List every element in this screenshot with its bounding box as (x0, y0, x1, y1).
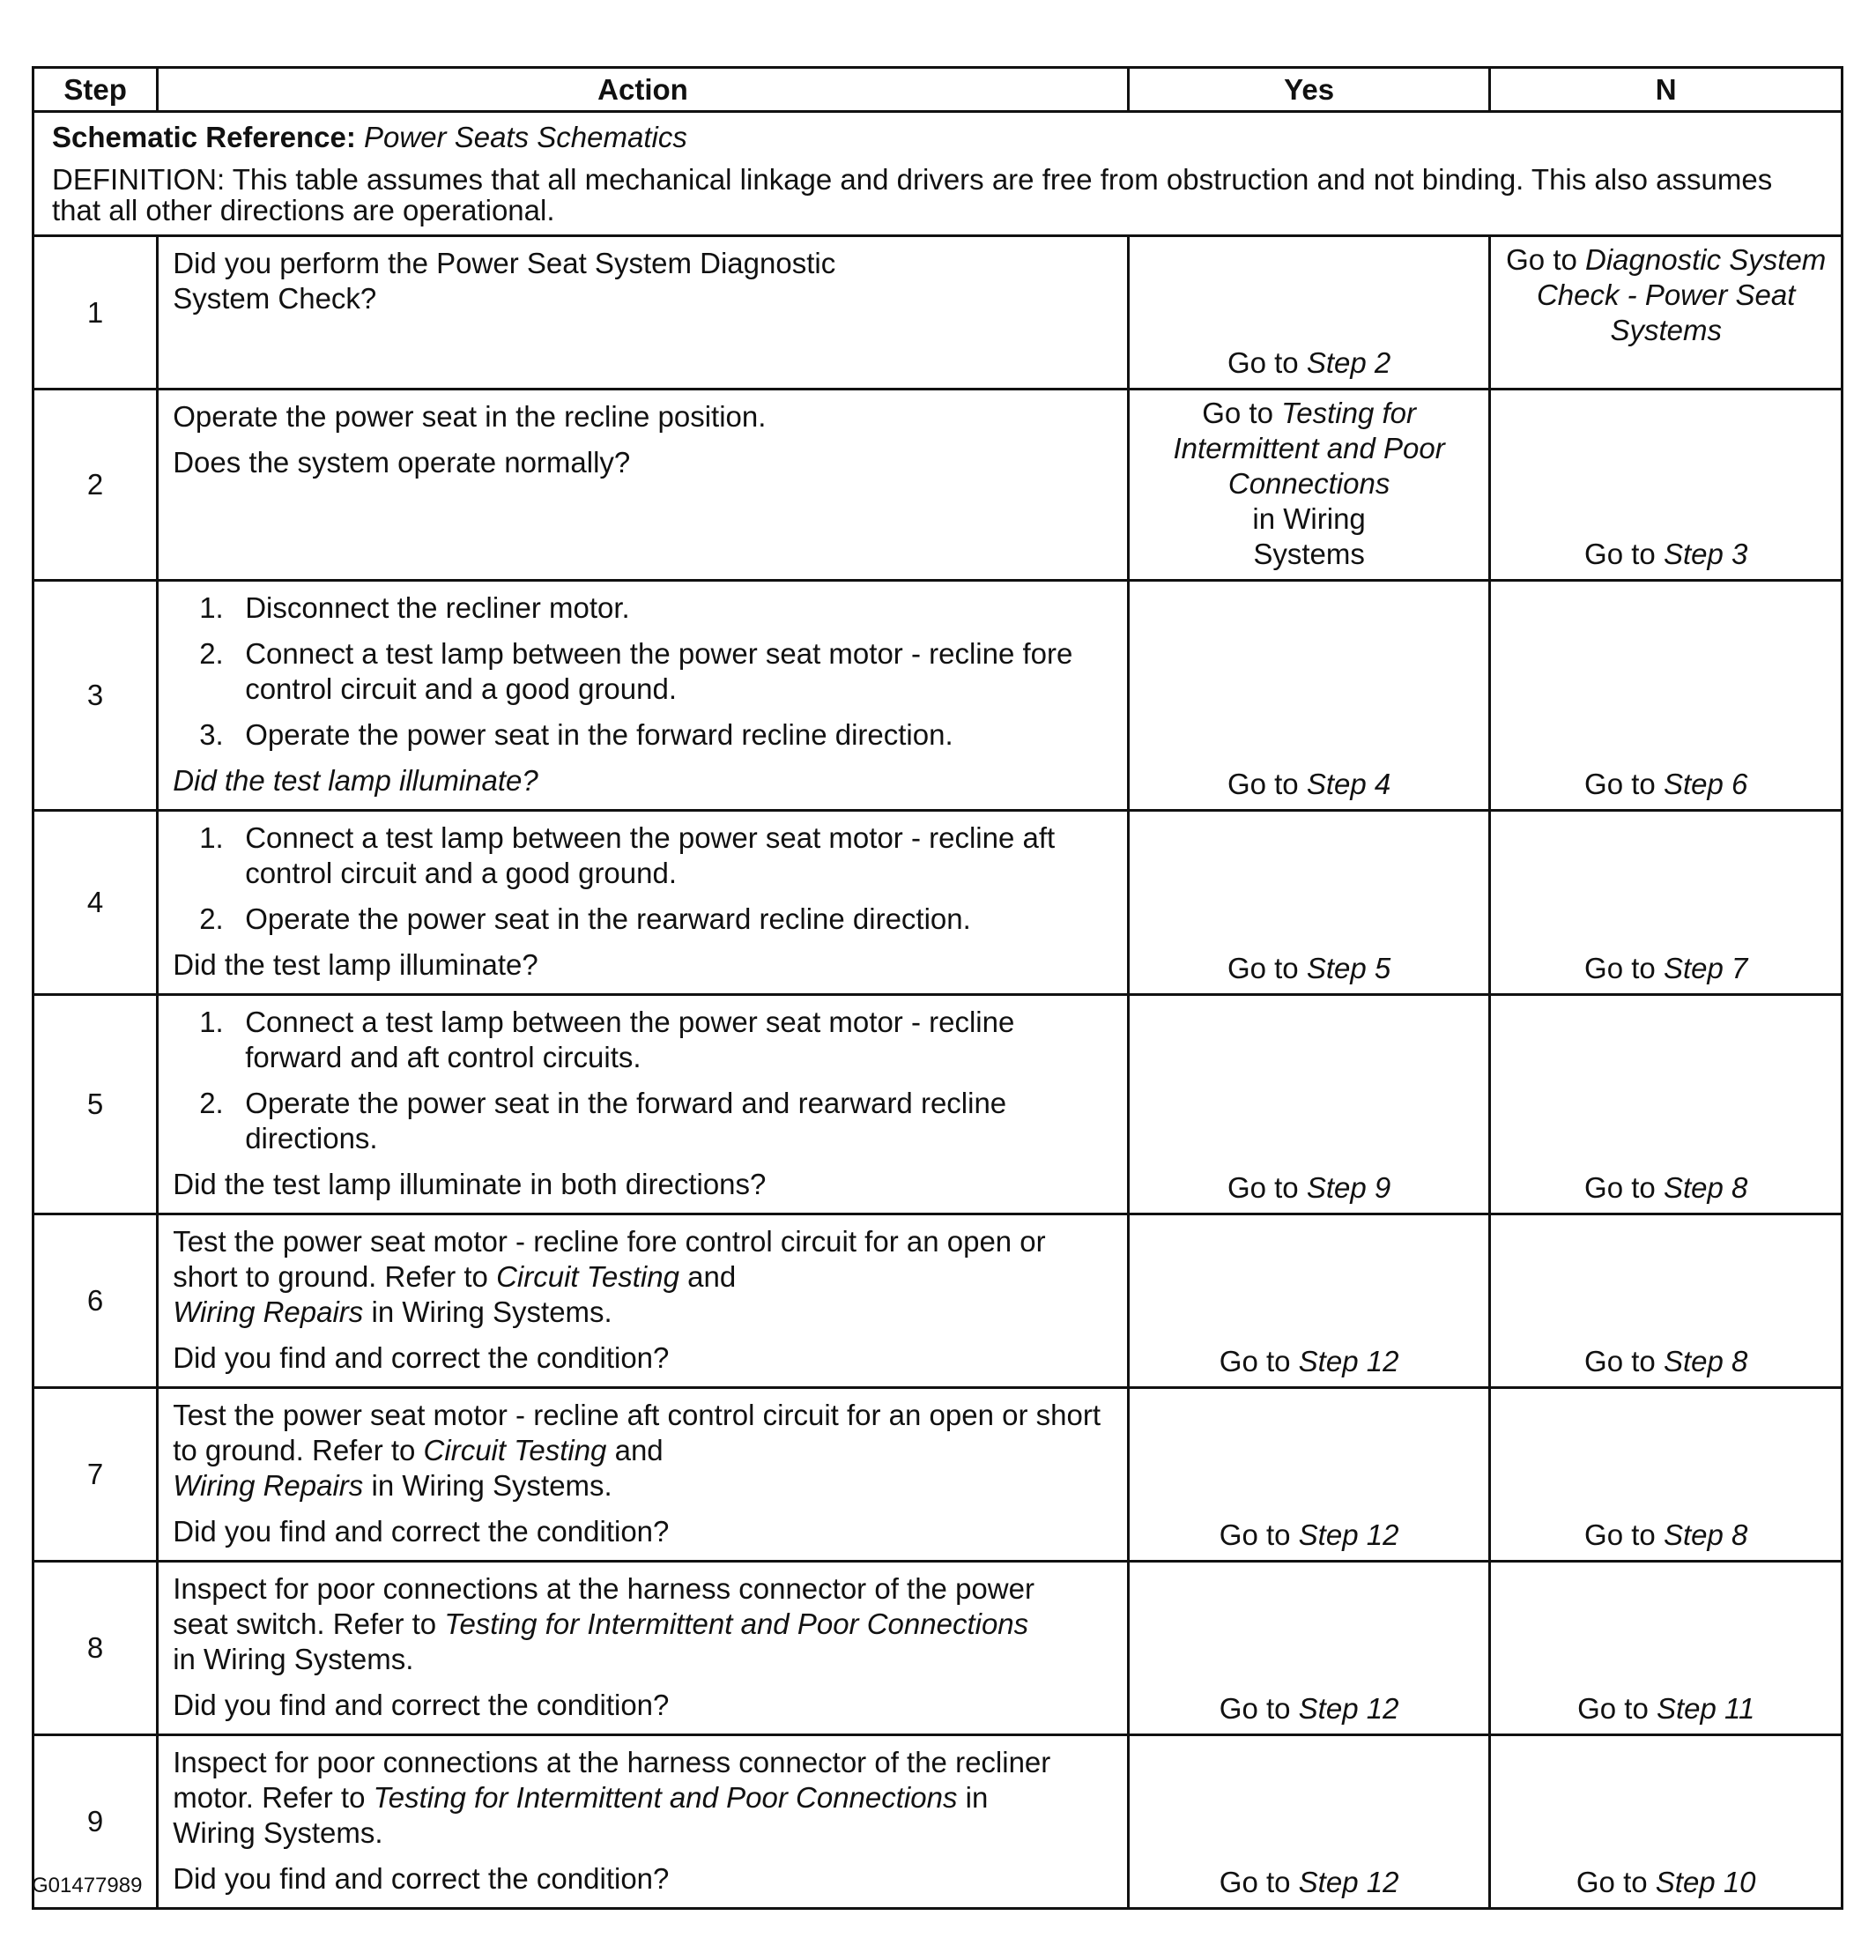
go-to-label: Go to (1584, 1345, 1656, 1377)
yes-link[interactable]: Step 12 (1298, 1345, 1399, 1377)
table-row (33, 1388, 1843, 1562)
yes-link[interactable]: Step 12 (1298, 1866, 1399, 1898)
question-text: Did you find and correct the condition? (173, 1515, 670, 1548)
instruction-text: Operate the power seat in the recline position. (173, 400, 767, 433)
step-number: 7 (33, 1388, 158, 1562)
intro-row (33, 112, 1843, 236)
header-yes: Yes (1128, 68, 1490, 112)
list-item: 3. Operate the power seat in the forward recline direction. (199, 718, 953, 751)
schematic-link[interactable]: Power Seats Schematics (364, 121, 687, 153)
go-to-label: Go to (1202, 397, 1273, 429)
table-row (33, 1735, 1843, 1909)
step-number: 6 (33, 1214, 158, 1388)
table-row (33, 236, 1843, 390)
reference-link[interactable]: Testing for Intermittent and Poor Connections (444, 1607, 1029, 1640)
question-text: Did you find and correct the condition? (173, 1341, 670, 1374)
go-to-label: Go to (1584, 1171, 1656, 1204)
yes-cell (1128, 1388, 1490, 1562)
step-number: 4 (33, 811, 158, 995)
table-row (33, 1562, 1843, 1735)
no-link[interactable]: Step 3 (1663, 538, 1748, 570)
diagnostic-table (32, 66, 1843, 1910)
step-number: 8 (33, 1562, 158, 1735)
yes-cell (1128, 995, 1490, 1214)
definition-text: DEFINITION: This table assumes that all mechanical linkage and drivers are free from obstruction and not binding. This also assumes that all other directions are operational. (52, 163, 1773, 226)
instruction-list (173, 590, 1116, 753)
yes-link[interactable]: Step 9 (1306, 1171, 1391, 1204)
table-row (33, 390, 1843, 581)
list-item: 1. Connect a test lamp between the power seat motor - recline aft control circuit and a good ground. (199, 821, 1056, 889)
no-cell (1490, 1562, 1843, 1735)
yes-link[interactable]: Step 5 (1306, 952, 1391, 984)
question-text: Did you perform the Power Seat System Diagnostic System Check? (173, 247, 836, 315)
go-to-label: Go to (1584, 1518, 1656, 1551)
list-item: 2. Connect a test lamp between the power seat motor - recline fore control circuit and a good ground. (199, 637, 1073, 705)
action-cell (158, 1388, 1129, 1562)
step-number: 2 (33, 390, 158, 581)
step-number: 1 (33, 236, 158, 390)
question-text: Did the test lamp illuminate in both directions? (173, 1168, 767, 1200)
step-number: 5 (33, 995, 158, 1214)
instruction-text: Inspect for poor connections at the harness connector of the power seat switch. Refer to Testing for Intermittent and Poor Connections in Wiring Systems. (173, 1572, 1034, 1675)
instruction-text: Test the power seat motor - recline fore control circuit for an open or short to ground. Refer to Circuit Testing and Wiring Repairs in Wiring Systems. (173, 1225, 1046, 1328)
yes-suffix: in Wiring Systems (1252, 502, 1366, 570)
go-to-label: Go to (1219, 1518, 1291, 1551)
no-cell (1490, 1214, 1843, 1388)
list-item: 2. Operate the power seat in the forward and rearward recline directions. (199, 1087, 1007, 1154)
no-cell (1490, 581, 1843, 811)
go-to-label: Go to (1584, 768, 1656, 800)
yes-cell (1128, 236, 1490, 390)
reference-link[interactable]: Testing for Intermittent and Poor Connections (373, 1781, 958, 1814)
action-cell (158, 390, 1129, 581)
action-cell (158, 1562, 1129, 1735)
instruction-list (173, 1005, 1116, 1156)
go-to-label: Go to (1584, 538, 1656, 570)
action-cell (158, 236, 1129, 390)
yes-link[interactable]: Step 12 (1298, 1518, 1399, 1551)
no-cell (1490, 995, 1843, 1214)
header-no: N (1490, 68, 1843, 112)
action-cell (158, 1214, 1129, 1388)
instruction-list (173, 820, 1116, 937)
go-to-label: Go to (1227, 346, 1299, 379)
question-text: Did you find and correct the condition? (173, 1689, 670, 1721)
no-link[interactable]: Diagnostic System Check - Power Seat Systems (1536, 243, 1827, 346)
table-row (33, 995, 1843, 1214)
reference-link[interactable]: Wiring Repairs (173, 1296, 364, 1328)
go-to-label: Go to (1227, 1171, 1299, 1204)
action-cell (158, 581, 1129, 811)
go-to-label: Go to (1219, 1345, 1291, 1377)
go-to-label: Go to (1577, 1692, 1649, 1725)
list-item: 1. Disconnect the recliner motor. (199, 591, 630, 624)
no-link[interactable]: Step 10 (1655, 1866, 1756, 1898)
yes-cell (1128, 1562, 1490, 1735)
no-link[interactable]: Step 7 (1663, 952, 1748, 984)
table-row (33, 1214, 1843, 1388)
go-to-label: Go to (1227, 952, 1299, 984)
reference-link[interactable]: Circuit Testing (496, 1260, 679, 1293)
yes-link[interactable]: Testing for Intermittent and Poor Connections (1173, 397, 1445, 500)
question-text: Did you find and correct the condition? (173, 1862, 670, 1895)
no-link[interactable]: Step 8 (1663, 1345, 1748, 1377)
yes-link[interactable]: Step 4 (1306, 768, 1391, 800)
question-text: Did the test lamp illuminate? (173, 764, 538, 797)
action-cell (158, 995, 1129, 1214)
yes-link[interactable]: Step 2 (1306, 346, 1391, 379)
step-number: 3 (33, 581, 158, 811)
no-cell (1490, 1388, 1843, 1562)
yes-cell (1128, 390, 1490, 581)
intro-cell (33, 112, 1843, 236)
table-row (33, 581, 1843, 811)
header-step: Step (33, 68, 158, 112)
yes-link[interactable]: Step 12 (1298, 1692, 1399, 1725)
question-text: Does the system operate normally? (173, 446, 631, 479)
question-text: Did the test lamp illuminate? (173, 948, 538, 981)
no-cell (1490, 811, 1843, 995)
no-cell (1490, 1735, 1843, 1909)
no-link[interactable]: Step 6 (1663, 768, 1748, 800)
action-cell (158, 1735, 1129, 1909)
action-cell (158, 811, 1129, 995)
step-number: 9 (33, 1735, 158, 1909)
reference-link[interactable]: Circuit Testing (423, 1434, 607, 1466)
go-to-label: Go to (1227, 768, 1299, 800)
schematic-reference (52, 120, 1821, 155)
no-cell (1490, 390, 1843, 581)
yes-cell (1128, 1214, 1490, 1388)
header-action: Action (158, 68, 1129, 112)
instruction-text: Inspect for poor connections at the harness connector of the recliner motor. Refer to Testing for Intermittent and Poor Connections in Wiring Systems. (173, 1746, 1051, 1849)
list-item: 2. Operate the power seat in the rearward recline direction. (199, 902, 971, 935)
schematic-label: Schematic Reference: (52, 121, 356, 153)
reference-link[interactable]: Wiring Repairs (173, 1469, 364, 1502)
go-to-label: Go to (1506, 243, 1577, 276)
yes-cell (1128, 1735, 1490, 1909)
table-row (33, 811, 1843, 995)
instruction-text: Test the power seat motor - recline aft control circuit for an open or short to ground. Refer to Circuit Testing and Wiring Repairs in Wiring Systems. (173, 1399, 1101, 1502)
no-link[interactable]: Step 8 (1663, 1171, 1748, 1204)
go-to-label: Go to (1219, 1692, 1291, 1725)
go-to-label: Go to (1576, 1866, 1648, 1898)
no-cell (1490, 236, 1843, 390)
list-item: 1. Connect a test lamp between the power seat motor - recline forward and aft control circuits. (199, 1006, 1015, 1073)
no-link[interactable]: Step 11 (1656, 1692, 1755, 1725)
header-row (33, 68, 1843, 112)
figure-id: G01477989 (32, 1874, 143, 1897)
yes-cell (1128, 581, 1490, 811)
yes-cell (1128, 811, 1490, 995)
go-to-label: Go to (1584, 952, 1656, 984)
go-to-label: Go to (1219, 1866, 1291, 1898)
no-link[interactable]: Step 8 (1663, 1518, 1748, 1551)
